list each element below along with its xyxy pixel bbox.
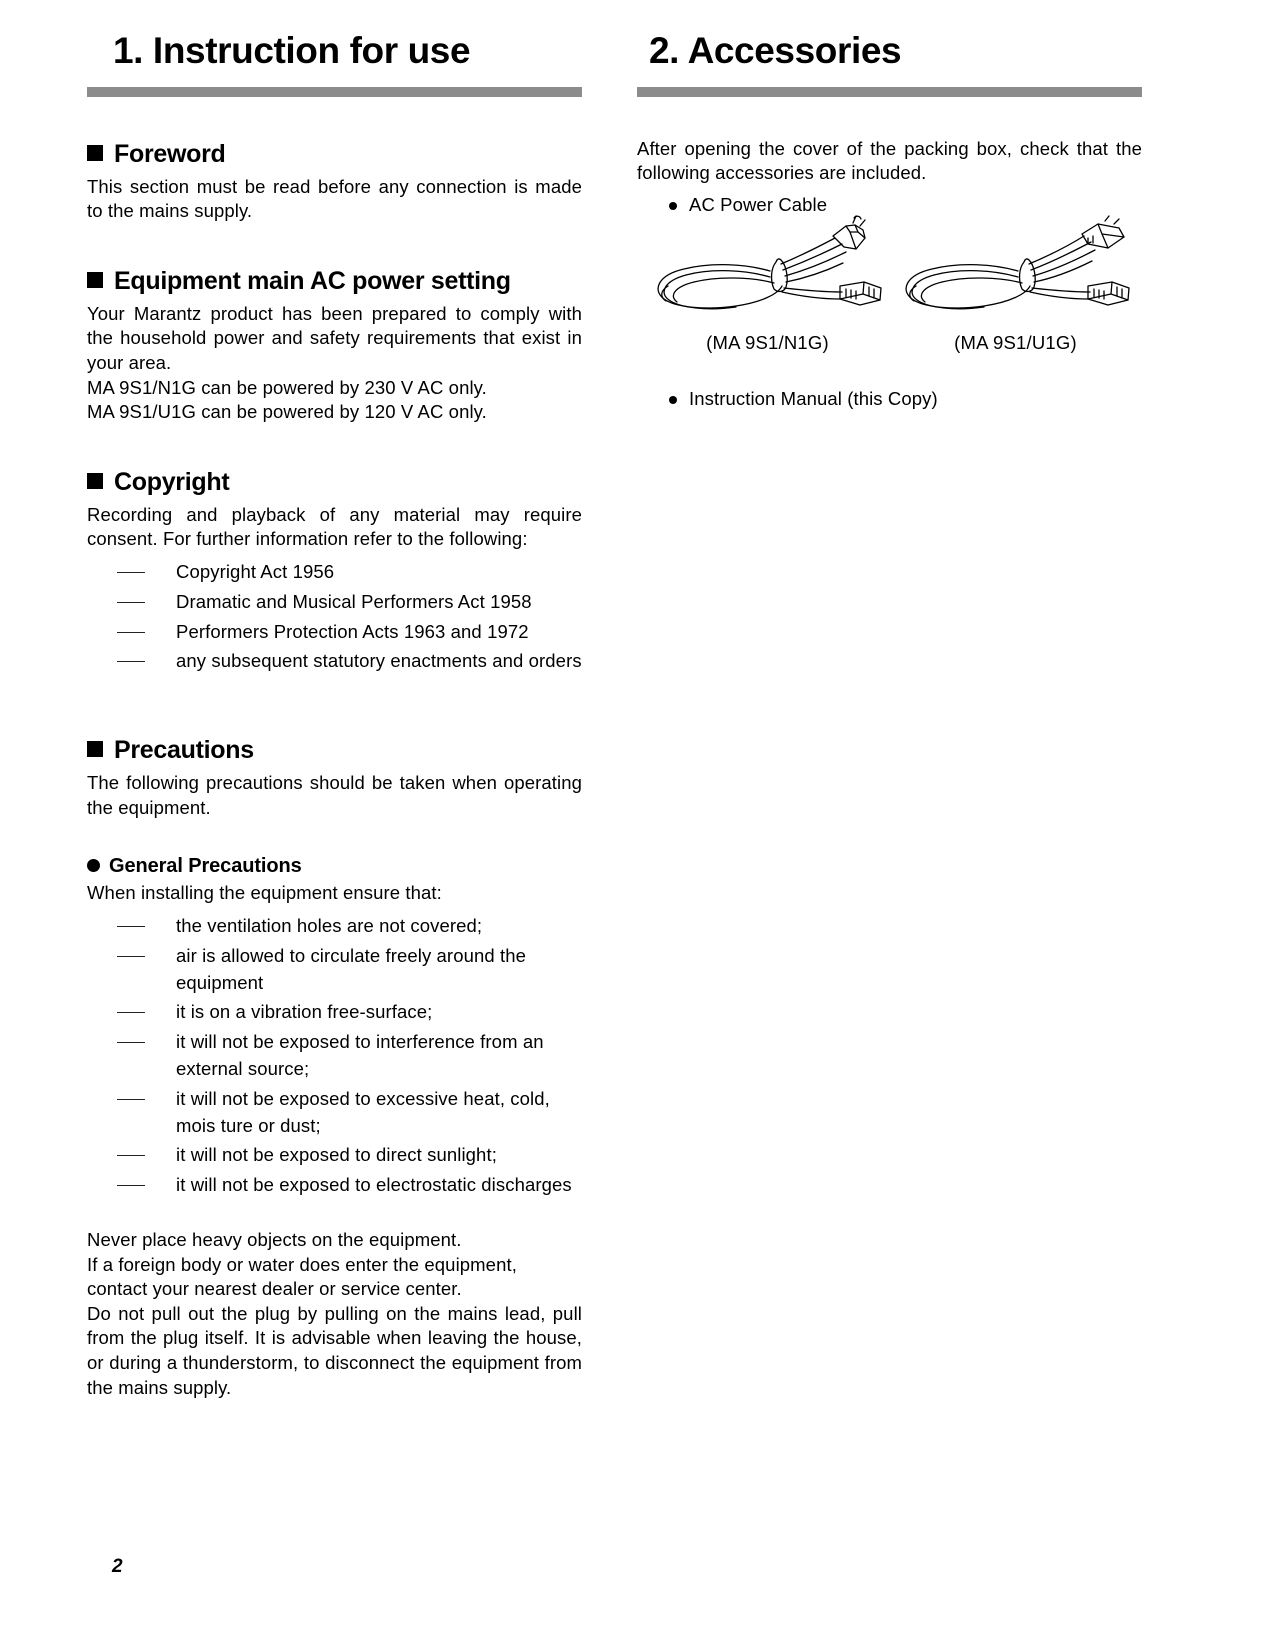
- section-heading-label: Precautions: [114, 736, 254, 765]
- dash-icon: [117, 572, 145, 573]
- section-heading-foreword: [87, 139, 582, 169]
- dash-icon: [117, 1155, 145, 1156]
- section-heading-label: Foreword: [114, 139, 226, 168]
- cable-caption: (MA 9S1/N1G): [706, 331, 829, 353]
- closing-paragraph-heavy-objects: Never place heavy objects on the equipment.: [87, 1229, 462, 1251]
- list-item-label: the ventilation holes are not covered;: [176, 914, 483, 936]
- square-bullet-icon: [87, 741, 103, 757]
- chapter-title-instruction: 1. Instruction for use: [113, 30, 471, 71]
- accessories-list-cable: [637, 192, 1142, 218]
- dash-icon: [117, 926, 145, 927]
- chapter-title-accessories: 2. Accessories: [649, 30, 902, 71]
- dash-icon: [117, 661, 145, 662]
- list-item: [117, 913, 582, 940]
- section-foreword: [87, 139, 582, 224]
- closing-paragraph-plug: Do not pull out the plug by pulling on the mains lead, pull from the plug itself. It is advisable when leaving the house, or during a thunderstorm, to disconnect the equipment from the mains supply.: [87, 1302, 582, 1398]
- dash-icon: [117, 632, 145, 633]
- square-bullet-icon: [87, 272, 103, 288]
- page-number: 2: [112, 1556, 123, 1577]
- cable-cell-u1g: [893, 214, 1138, 354]
- list-item: [117, 648, 582, 675]
- spacer: [87, 1202, 582, 1228]
- section-copyright: [87, 467, 582, 675]
- list-item-label: air is allowed to circulate freely around the equipment: [176, 944, 527, 993]
- dash-icon: [117, 1185, 145, 1186]
- dash-icon: [117, 1099, 145, 1100]
- spacer: [637, 354, 1142, 380]
- title-rule-right: [637, 87, 1142, 97]
- subsection-heading-label: General Precautions: [109, 855, 302, 878]
- dash-icon: [117, 1042, 145, 1043]
- list-item: [117, 559, 582, 586]
- section-heading-label: Copyright: [114, 467, 230, 496]
- copyright-act-list: [87, 559, 582, 675]
- round-bullet-icon: [87, 859, 100, 872]
- section-ac-power-setting: [87, 266, 582, 425]
- list-item: [117, 1029, 582, 1083]
- dash-icon: [117, 1012, 145, 1013]
- left-column: [87, 30, 582, 1400]
- list-item-label: Copyright Act 1956: [176, 560, 335, 582]
- ac-power-paragraph: Your Marantz product has been prepared to comply with the household power and safety requirements that exist in your area.: [87, 302, 582, 373]
- list-item: [117, 1142, 582, 1169]
- list-item-label: it will not be exposed to electrostatic discharges: [176, 1174, 572, 1196]
- list-item-label: Dramatic and Musical Performers Act 1958: [176, 590, 532, 612]
- ac-power-voltage-lines: [87, 376, 582, 425]
- section-accessories: [637, 137, 1142, 412]
- cable-caption: (MA 9S1/U1G): [954, 331, 1077, 353]
- list-item-label: it is on a vibration free-surface;: [176, 1001, 433, 1023]
- list-item-label: it will not be exposed to excessive heat, cold, mois ture or dust;: [176, 1087, 550, 1136]
- dash-icon: [117, 956, 145, 957]
- title-rule-left: [87, 87, 582, 97]
- list-item: [117, 999, 582, 1026]
- cable-cell-n1g: [645, 214, 890, 354]
- subsection-heading-general-precautions: [87, 854, 582, 878]
- round-bullet-icon: [669, 396, 677, 404]
- square-bullet-icon: [87, 145, 103, 161]
- dash-icon: [117, 602, 145, 603]
- list-item: [669, 192, 1142, 218]
- section-heading-precautions: [87, 735, 582, 765]
- list-item-label: any subsequent statutory enactments and orders: [176, 650, 582, 672]
- list-item-label: it will not be exposed to interference from an external source;: [176, 1031, 544, 1079]
- spacer: [87, 820, 582, 854]
- accessories-list-manual: [637, 386, 1142, 412]
- foreword-paragraph: This section must be read before any connection is made to the mains supply.: [87, 175, 582, 222]
- voltage-line-u1g: MA 9S1/U1G can be powered by 120 V AC only.: [87, 401, 487, 423]
- general-precautions-paragraph: When installing the equipment ensure that:: [87, 882, 442, 904]
- list-item: [117, 1086, 582, 1140]
- accessories-intro-paragraph: After opening the cover of the packing box, check that the following accessories are included.: [637, 137, 1142, 184]
- list-item-label: Performers Protection Acts 1963 and 1972: [176, 620, 529, 642]
- round-bullet-icon: [669, 202, 677, 210]
- right-column: [637, 30, 1142, 412]
- list-item: [117, 589, 582, 616]
- list-item: [117, 1172, 582, 1199]
- square-bullet-icon: [87, 473, 103, 489]
- cable-illustration-row: [637, 214, 1142, 354]
- section-heading-copyright: [87, 467, 582, 497]
- list-item: [117, 943, 582, 997]
- list-item-label: AC Power Cable: [689, 193, 828, 215]
- precautions-paragraph: The following precautions should be taken when operating the equipment.: [87, 772, 582, 818]
- section-precautions: [87, 735, 582, 1400]
- voltage-line-n1g: MA 9S1/N1G can be powered by 230 V AC only.: [87, 376, 487, 398]
- list-item-label: it will not be exposed to direct sunlight;: [176, 1144, 497, 1166]
- list-item-label: Instruction Manual (this Copy): [689, 387, 938, 409]
- list-item: [669, 386, 1142, 412]
- power-cable-icon: [898, 214, 1134, 326]
- section-heading-label: Equipment main AC power setting: [114, 266, 511, 295]
- closing-paragraph-foreign-body: If a foreign body or water does enter the equipment, contact your nearest dealer or service center.: [87, 1253, 517, 1300]
- copyright-paragraph: Recording and playback of any material may require consent. For further information refer to the following:: [87, 503, 582, 550]
- list-item: [117, 619, 582, 646]
- section-heading-ac-power-setting: [87, 266, 582, 296]
- general-precautions-list: [87, 913, 582, 1199]
- power-cable-icon: [650, 214, 886, 326]
